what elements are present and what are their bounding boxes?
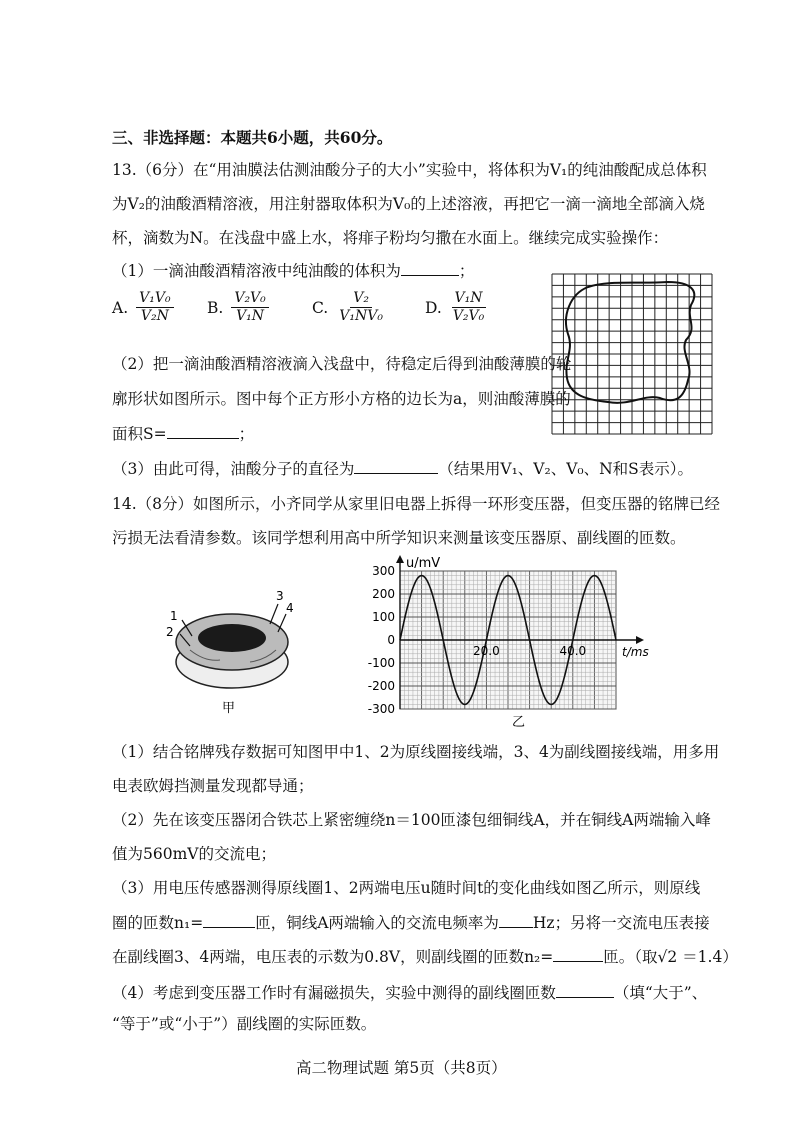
option-a-label: A.	[112, 298, 129, 317]
q14-p3-freq-text: 匝，铜线A两端输入的交流电频率为	[255, 914, 499, 932]
q14-line2: 污损无法看清参数。该同学想利用高中所学知识来测量该变压器原、副线圈的匝数。	[112, 529, 686, 547]
q14-p4-blank[interactable]	[556, 982, 614, 998]
y-tick-label: 100	[372, 610, 395, 624]
option-b-label: B.	[207, 298, 224, 317]
q14-p1-line2: 电表欧姆挡测量发现都导通；	[112, 777, 314, 795]
q14-p4-text: （4）考虑到变压器工作时有漏磁损失，实验中测得的副线圈匝数	[112, 984, 556, 1002]
q13-line3: 杯，滴数为N。在浅盘中盛上水，将痱子粉均匀撒在水面上。继续完成实验操作：	[112, 229, 669, 247]
q13-part2-end: ；	[238, 425, 255, 443]
q13-part2-line2: 廓形状如图所示。图中每个正方形小方格的边长为a，则油酸薄膜的	[112, 390, 571, 408]
q13-part1-end: ；	[458, 262, 475, 280]
terminal-1-label: 1	[170, 609, 178, 623]
option-a-num: V₁V₀	[136, 290, 173, 308]
toroid-core-hole	[198, 624, 266, 652]
q14-p3-voltmeter-text: Hz；另将一交流电压表接	[532, 914, 710, 932]
option-a[interactable]	[112, 290, 174, 325]
toroidal-transformer-figure	[160, 590, 310, 720]
x-axis-arrow	[636, 636, 644, 644]
q13-part2-text: 面积S=	[112, 425, 167, 443]
option-d-num: V₁N	[452, 290, 486, 308]
q13-part3	[112, 458, 693, 479]
q13-part3-note: （结果用V₁、V₂、V₀、N和S表示）。	[438, 460, 694, 478]
terminal-2-label: 2	[166, 625, 174, 639]
q13-part2-line3	[112, 423, 254, 444]
q13-part2-blank[interactable]	[167, 423, 239, 439]
option-b-den: V₁N	[236, 308, 265, 324]
q14-p4-hint: （填“大于”、	[613, 984, 708, 1002]
y-tick-label: 200	[372, 587, 395, 601]
n1-blank[interactable]	[203, 912, 255, 928]
y-tick-label: -300	[367, 702, 395, 716]
q14-p1-line1: （1）结合铭牌残存数据可知图甲中1、2为原线圈接线端，3、4为副线圈接线端，用多用	[112, 743, 720, 761]
y-axis-arrow	[396, 555, 404, 563]
y-tick-label: 0	[387, 633, 395, 647]
n2-blank[interactable]	[553, 946, 603, 962]
option-d-label: D.	[425, 298, 442, 317]
q14-p3-n2-end: 匝。（取√2 ＝1.4）	[603, 948, 738, 966]
figure-jia-caption: 甲	[222, 701, 236, 716]
x-tick-label: 20.0	[473, 644, 500, 658]
terminal-4-label: 4	[286, 601, 294, 615]
q14-p3-line3	[112, 946, 738, 967]
q14-p3-n2-text: 在副线圈3、4两端，电压表的示数为0.8V，则副线圈的匝数n₂=	[112, 948, 554, 966]
option-c-label: C.	[312, 298, 329, 317]
option-a-den: V₂N	[140, 308, 169, 324]
option-b-num: V₂V₀	[231, 290, 268, 308]
option-d[interactable]	[425, 290, 487, 325]
oil-film-grid-figure	[548, 270, 716, 438]
q13-part1-blank[interactable]	[401, 260, 459, 276]
q13-part1-text: （1）一滴油酸酒精溶液中纯油酸的体积为	[112, 262, 401, 280]
q13-part2-line1: （2）把一滴油酸酒精溶液滴入浅盘中，待稳定后得到油酸薄膜的轮	[112, 355, 572, 373]
q14-p3-line1: （3）用电压传感器测得原线圈1、2两端电压u随时间t的变化曲线如图乙所示，则原线	[112, 879, 701, 897]
q13-line1: 13.（6分）在“用油膜法估测油酸分子的大小”实验中，将体积为V₁的纯油酸配成总体积	[112, 161, 707, 179]
q14-line1: 14.（8分）如图所示，小齐同学从家里旧电器上拆得一环形变压器，但变压器的铭牌已经	[112, 495, 721, 513]
q14-p4-line1	[112, 982, 707, 1003]
q14-p3-n1-text: 圈的匝数n₁=	[112, 914, 204, 932]
terminal-3-wire	[270, 604, 278, 624]
y-tick-label: -200	[367, 679, 395, 693]
page-footer: 高二物理试题 第5页（共8页）	[296, 1059, 507, 1077]
y-axis-title: u/mV	[406, 556, 441, 571]
q13-part1	[112, 260, 474, 281]
option-c-num: V₂	[350, 290, 372, 308]
option-c-den: V₁NV₀	[339, 308, 383, 324]
q14-p2-line1: （2）先在该变压器闭合铁芯上紧密缠绕n＝100匝漆包细铜线A，并在铜线A两端输入峰	[112, 811, 711, 829]
q13-part3-text: （3）由此可得，油酸分子的直径为	[112, 460, 355, 478]
q14-p4-line2: “等于”或“小于”）副线圈的实际匝数。	[112, 1015, 377, 1033]
option-b[interactable]	[207, 290, 269, 325]
square-grid	[552, 274, 712, 434]
section-title: 三、非选择题：本题共6小题，共60分。	[112, 128, 393, 147]
voltage-time-chart	[360, 555, 660, 730]
q14-p3-line2	[112, 912, 710, 933]
frequency-blank[interactable]	[499, 912, 533, 928]
y-tick-label: -100	[367, 656, 395, 670]
y-tick-label: 300	[372, 564, 395, 578]
terminal-3-label: 3	[276, 590, 284, 603]
x-tick-label: 40.0	[559, 644, 587, 658]
q13-part3-blank[interactable]	[354, 458, 438, 474]
x-axis-title: t/ms	[622, 645, 649, 659]
chart-caption: 乙	[512, 715, 526, 730]
q13-line2: 为V₂的油酸酒精溶液，用注射器取体积为V₀的上述溶液，再把它一滴一滴地全部滴入烧	[112, 195, 705, 213]
option-d-den: V₂V₀	[452, 308, 485, 324]
q14-p2-line2: 值为560mV的交流电；	[112, 845, 276, 863]
option-c[interactable]	[312, 290, 386, 325]
